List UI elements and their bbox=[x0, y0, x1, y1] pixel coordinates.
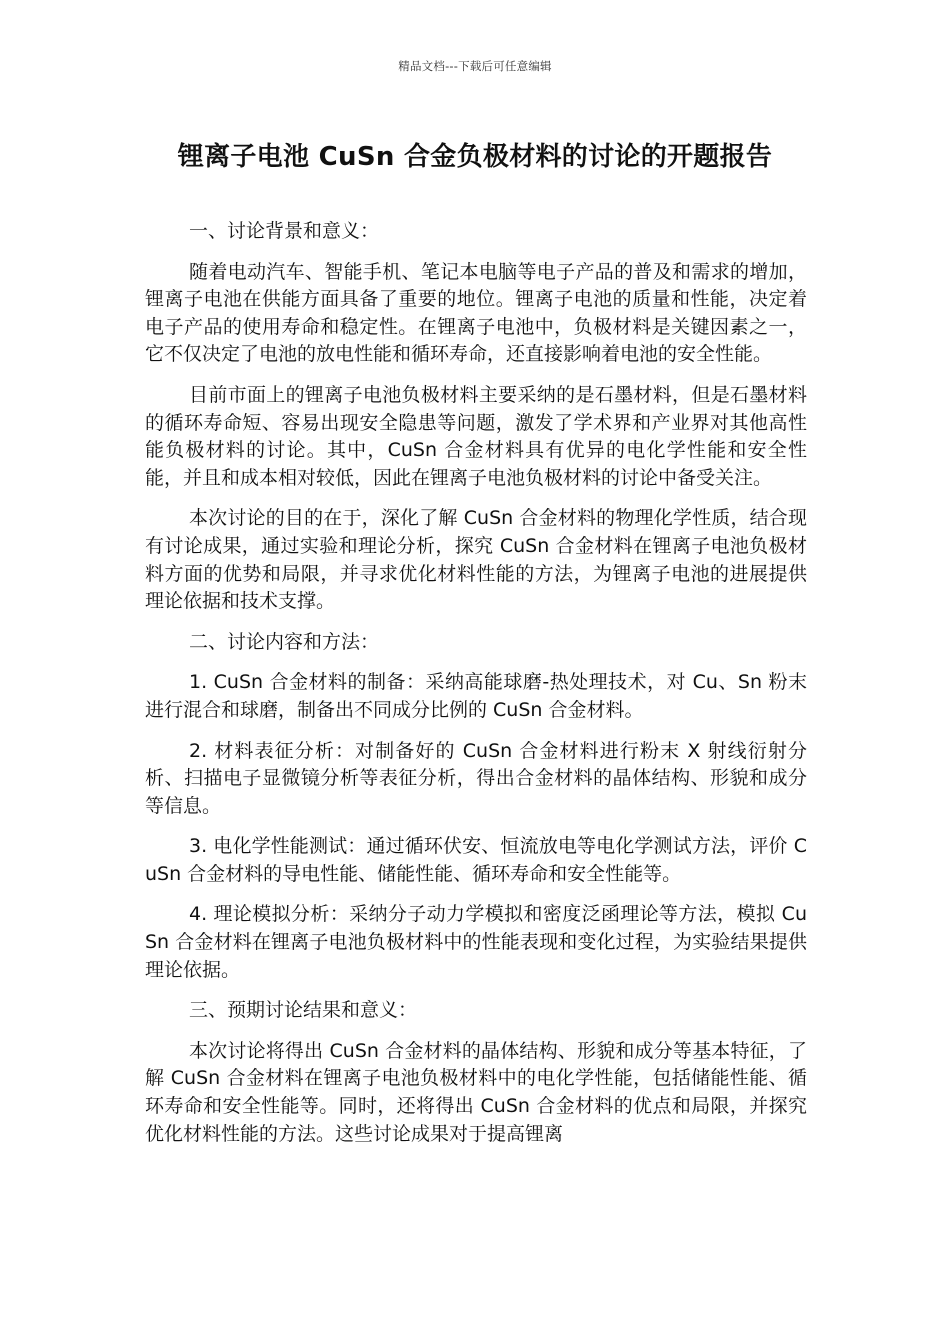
list-item-simulation: 4. 理论模拟分析：采纳分子动力学模拟和密度泛函理论等方法，模拟 CuSn 合金材料在锂离子电池负极材料中的性能表现和变化过程，为实验结果提供理论依据。 bbox=[145, 903, 807, 981]
paragraph: 本次讨论的目的在于，深化了解 CuSn 合金材料的物理化学性质，结合现有讨论成果，通过实验和理论分析，探究 CuSn 合金材料在锂离子电池负极材料方面的优势和局限，并寻求优化材料性能的方法，为锂离子电池的进展提供理论依据和技术支撑。 bbox=[145, 507, 807, 613]
header-note: 精品文档---下载后可任意编辑 bbox=[398, 59, 552, 73]
list-item-electrochemical-test: 3. 电化学性能测试：通过循环伏安、恒流放电等电化学测试方法，评价 CuSn 合金材料的导电性能、储能性能、循环寿命和安全性能等。 bbox=[145, 835, 807, 885]
section-heading-background: 一、讨论背景和意义： bbox=[189, 220, 380, 242]
paragraph: 本次讨论将得出 CuSn 合金材料的晶体结构、形貌和成分等基本特征，了解 CuSn 合金材料在锂离子电池负极材料中的电化学性能，包括储能性能、循环寿命和安全性能等。同时，还将得出 CuSn 合金材料的优点和局限，并探究优化材料性能的方法。这些讨论成果对于提高锂离 bbox=[145, 1039, 807, 1145]
document-title: 锂离子电池 CuSn 合金负极材料的讨论的开题报告 bbox=[177, 142, 773, 172]
paragraph: 目前市面上的锂离子电池负极材料主要采纳的是石墨材料，但是石墨材料的循环寿命短、容易出现安全隐患等问题，激发了学术界和产业界对其他高性能负极材料的讨论。其中，CuSn 合金材料具有优异的电化学性能和安全性能，并且和成本相对较低，因此在锂离子电池负极材料的讨论中备受关注。 bbox=[145, 383, 807, 489]
list-item-characterization: 2. 材料表征分析：对制备好的 CuSn 合金材料进行粉末 X 射线衍射分析、扫描电子显微镜分析等表征分析，得出合金材料的晶体结构、形貌和成分等信息。 bbox=[145, 739, 807, 817]
paragraph: 随着电动汽车、智能手机、笔记本电脑等电子产品的普及和需求的增加，锂离子电池在供能方面具备了重要的地位。锂离子电池的质量和性能，决定着电子产品的使用寿命和稳定性。在锂离子电池中，负极材料是关键因素之一，它不仅决定了电池的放电性能和循环寿命，还直接影响着电池的安全性能。 bbox=[145, 260, 807, 366]
list-item-preparation: 1. CuSn 合金材料的制备：采纳高能球磨-热处理技术，对 Cu、Sn 粉末进行混合和球磨，制备出不同成分比例的 CuSn 合金材料。 bbox=[145, 671, 807, 721]
section-heading-expected-results: 三、预期讨论结果和意义： bbox=[189, 999, 418, 1022]
section-heading-content-method: 二、讨论内容和方法： bbox=[189, 630, 380, 653]
document-body bbox=[145, 218, 807, 1161]
